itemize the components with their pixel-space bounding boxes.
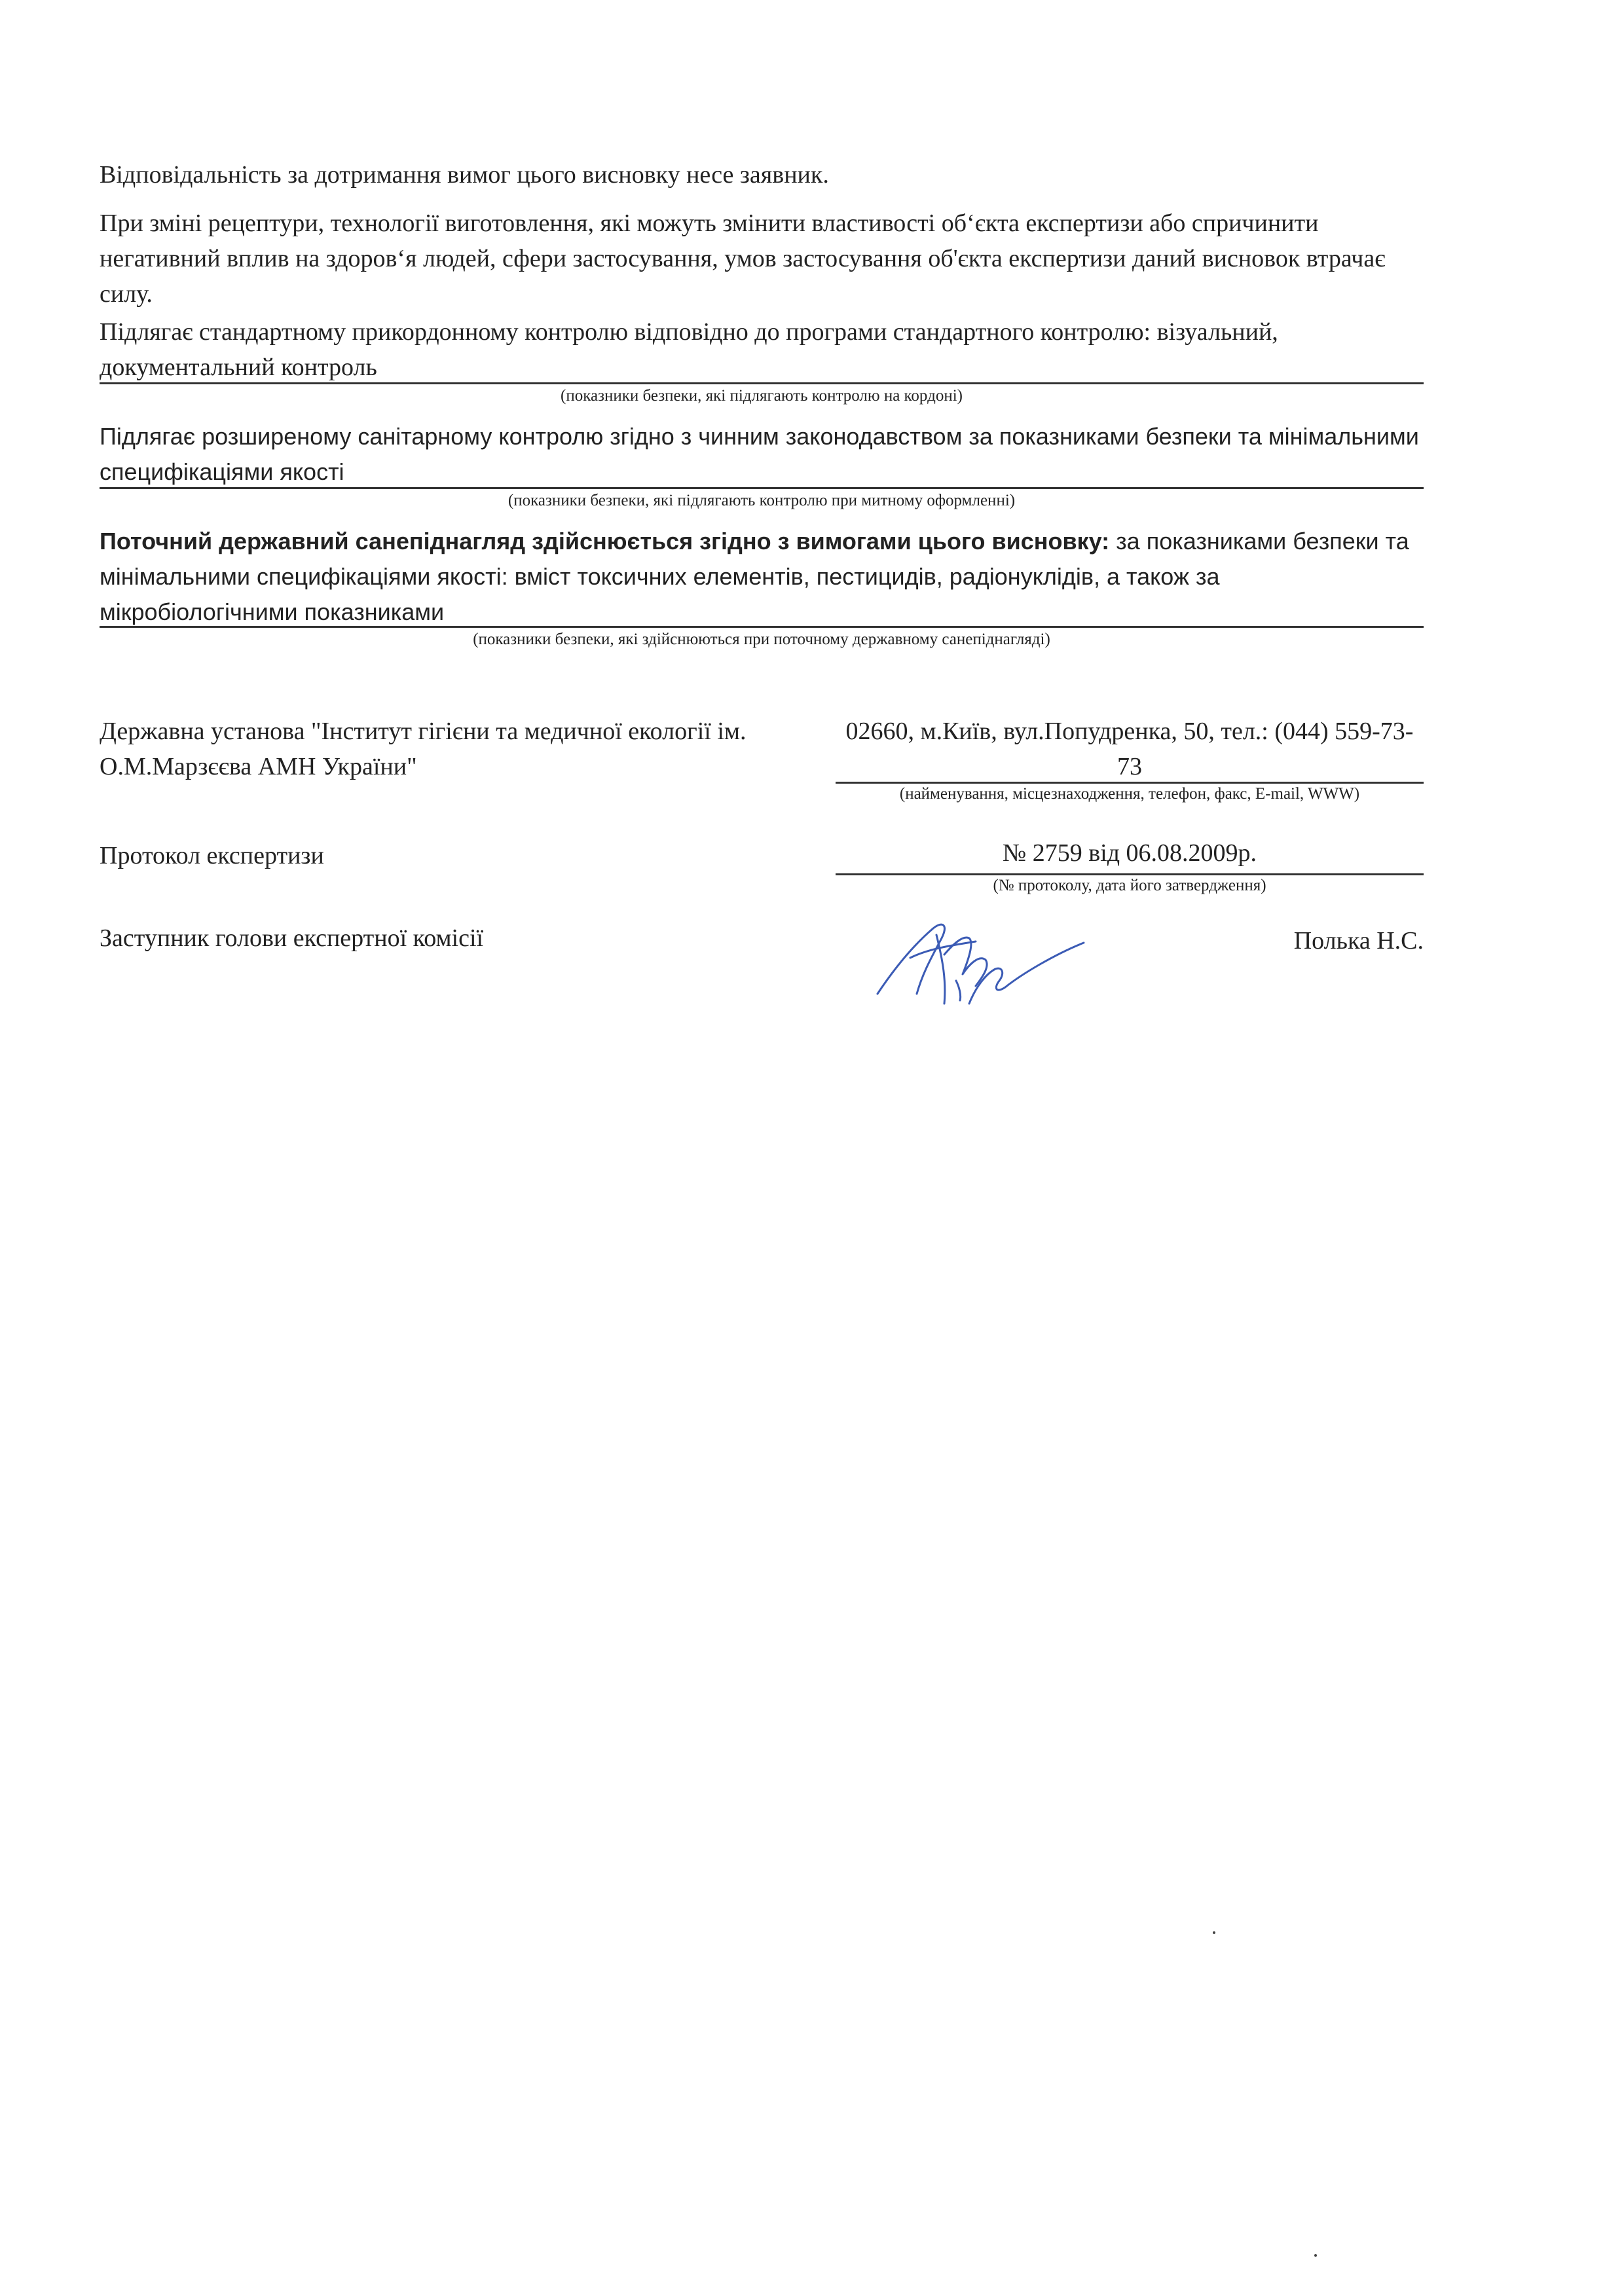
signatory-position: Заступник голови експертної комісії [100, 924, 484, 952]
signature-image [871, 909, 1087, 1007]
supervision-underline [100, 626, 1424, 628]
sanitary-control-text: Підлягає розширеному санітарному контролю згідно з чинним законодавством за показниками безпеки та мінімальними специфікаціями якості [100, 423, 1419, 485]
supervision-body: за показниками безпеки та мінімальними специфікаціями якості: вміст токсичних елементів, пестицидів, радіонуклідів, а також за мікробіологічними показниками [100, 528, 1409, 625]
signatory-name: Полька Н.С. [1293, 927, 1424, 955]
scan-speck [1213, 1931, 1215, 1934]
border-control-text: Підлягає стандартному прикордонному контролю відповідно до програми стандартного контролю: візуальний, документальний контроль [100, 318, 1278, 381]
institution-name: Державна установа "Інститут гігієни та медичної екології ім. О.М.Марзєєва АМН України" [100, 718, 747, 780]
protocol-label: Протокол експертизи [100, 842, 324, 869]
institution-caption: (найменування, місцезнаходження, телефон, факс, E-mail, WWW) [899, 785, 1360, 803]
border-control-caption: (показники безпеки, які підлягають контролю на кордоні) [561, 387, 963, 405]
sanitary-control-underline [100, 487, 1424, 489]
recipe-change-text: При зміні рецептури, технології виготовлення, які можуть змінити властивості об‘єкта експертизи або спричинити негативний вплив на здоров‘я людей, сфери застосування, умов застосування об'єкта експертизи даний висновок втрачає силу. [100, 210, 1386, 308]
scan-speck [1314, 2254, 1317, 2257]
institution-address: 02660, м.Київ, вул.Попудренка, 50, тел.: (044) 559-73-73 [845, 718, 1414, 780]
institution-underline [836, 782, 1424, 784]
border-control-underline [100, 382, 1424, 384]
supervision-text [100, 524, 1421, 630]
responsibility-text: Відповідальність за дотримання вимог цього висновку несе заявник. [100, 161, 829, 189]
protocol-underline [836, 873, 1424, 875]
supervision-caption: (показники безпеки, які здійснюються при поточному державному санепіднагляді) [473, 630, 1050, 648]
supervision-bold-lead: Поточний державний санепіднагляд здійснюється згідно з вимогами цього висновку: [100, 528, 1110, 555]
sanitary-control-caption: (показники безпеки, які підлягають контролю при митному оформленні) [507, 492, 1016, 509]
protocol-caption: (№ протоколу, дата його затвердження) [993, 877, 1266, 894]
protocol-value: № 2759 від 06.08.2009р. [1002, 839, 1257, 867]
